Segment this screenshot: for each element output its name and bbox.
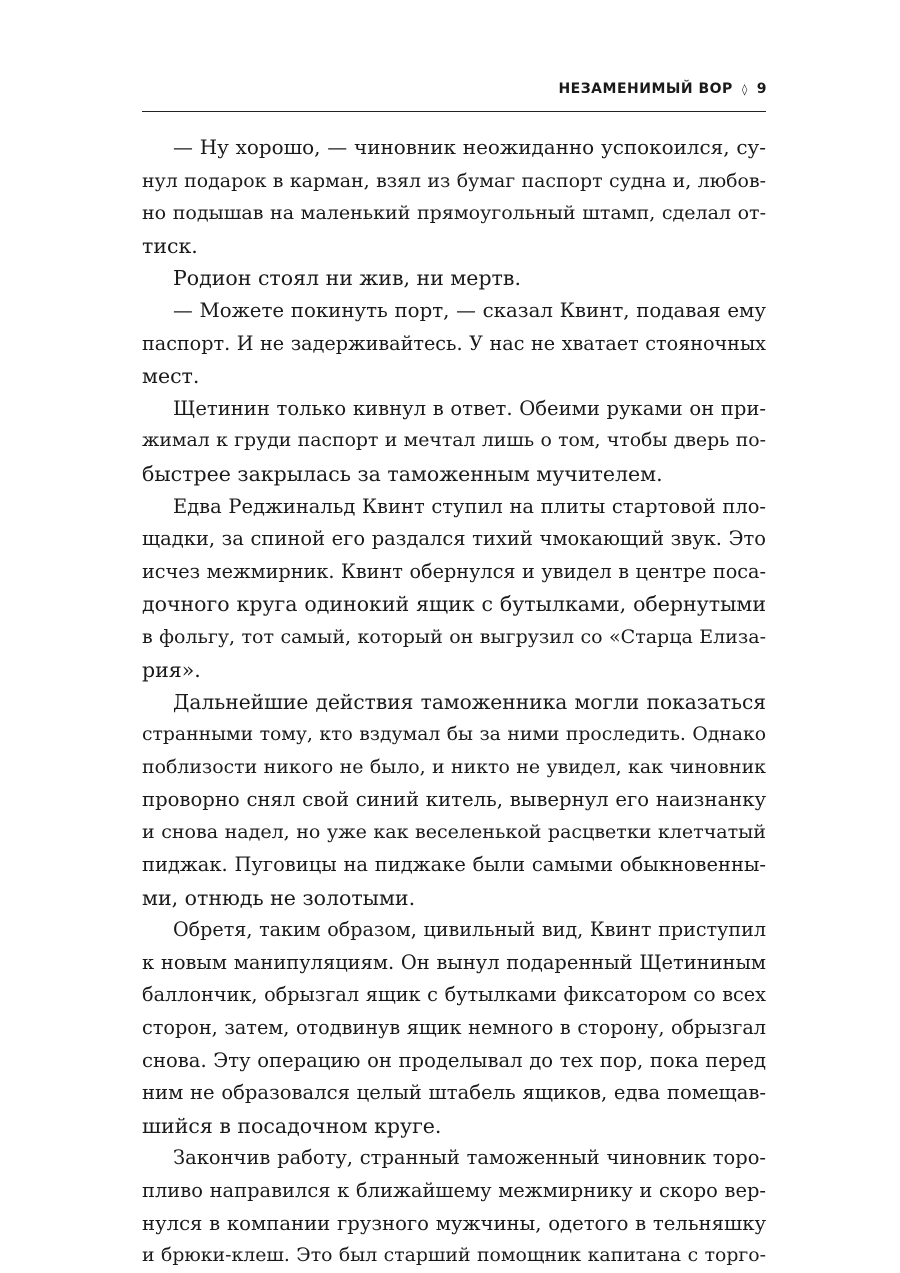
text-line: баллончик, обрызгал ящик с бутылками фиксатором со всех xyxy=(142,983,766,1007)
text-line: жимал к груди паспорт и мечтал лишь о том, чтобы дверь по- xyxy=(142,430,766,452)
text-line: Обретя, таким образом, цивильный вид, Квинт приступил xyxy=(173,918,766,942)
text-line: Щетинин только кивнул в ответ. Обеими руками он при- xyxy=(173,396,766,420)
text-line: Дальнейшие действия таможенника могли показаться xyxy=(173,690,766,715)
text-line: пливо направился к ближайшему межмирнику и скоро вер- xyxy=(142,1179,766,1202)
text-line: — Можете покинуть порт, — сказал Квинт, подавая ему xyxy=(173,298,766,322)
text-line: щадки, за спиной его раздался тихий чмокающий звук. Это xyxy=(142,527,766,551)
text-line: Едва Реджинальд Квинт ступил на плиты стартовой пло- xyxy=(173,494,766,518)
text-line: — Ну хорошо, — чиновник неожиданно успокоился, су- xyxy=(173,136,766,159)
text-line: в фольгу, тот самый, который он выгрузил со «Старца Елиза- xyxy=(142,625,766,648)
text-line: нул подарок в карман, взял из бумаг паспорт судна и, любов- xyxy=(142,169,766,192)
text-line: тиск. xyxy=(142,233,198,258)
text-line: нулся в компании грузного мужчины, одетого в тельняшку xyxy=(142,1211,766,1235)
text-line: паспорт. И не задерживайтесь. У нас не хватает стояночных xyxy=(142,331,766,355)
text-line: и снова надел, но уже как веселенькой расцветки клетчатый xyxy=(142,821,766,844)
page-number: 9 xyxy=(756,81,767,97)
text-line: и брюки-клеш. Это был старший помощник капитана с торго- xyxy=(142,1245,766,1267)
text-line: мест. xyxy=(142,364,200,389)
text-line: шийся в посадочном круге. xyxy=(142,1113,442,1138)
book-title: НЕЗАМЕНИМЫЙ ВОР xyxy=(558,81,733,97)
text-line: сторон, затем, отодвинув ящик немного в сторону, обрызгал xyxy=(142,1016,766,1040)
text-line: исчез межмирник. Квинт обернулся и увидел в центре поса- xyxy=(142,559,766,583)
text-line: ним не образовался целый штабель ящиков, едва помещав- xyxy=(142,1081,766,1105)
header-rule xyxy=(142,111,766,112)
text-line: снова. Эту операцию он проделывал до тех пор, пока перед xyxy=(142,1048,766,1072)
text-line: проворно снял свой синий китель, вывернул его наизнанку xyxy=(142,787,766,811)
body-text xyxy=(142,132,766,1273)
text-line: пиджак. Пуговицы на пиджаке были самыми обыкновенны- xyxy=(142,853,766,877)
text-line: рия». xyxy=(142,657,201,682)
diamond-separator-icon: ◊ xyxy=(741,82,748,96)
text-line: Закончив работу, странный таможенный чиновник торо- xyxy=(173,1146,766,1170)
text-line: к новым манипуляциям. Он вынул подаренный Щетининым xyxy=(142,950,766,974)
text-line: дочного круга одинокий ящик с бутылками, обернутыми xyxy=(142,592,766,617)
text-line: ми, отнюдь не золотыми. xyxy=(142,885,416,910)
running-header xyxy=(558,81,767,97)
text-line: но подышав на маленький прямоугольный штамп, сделал от- xyxy=(142,202,766,225)
text-line: странными тому, кто вздумал бы за ними проследить. Однако xyxy=(142,723,766,745)
text-line: быстрее закрылась за таможенным мучителем. xyxy=(142,461,663,486)
text-line: Родион стоял ни жив, ни мертв. xyxy=(173,266,521,291)
text-line: поблизости никого не было, и никто не увидел, как чиновник xyxy=(142,756,766,779)
